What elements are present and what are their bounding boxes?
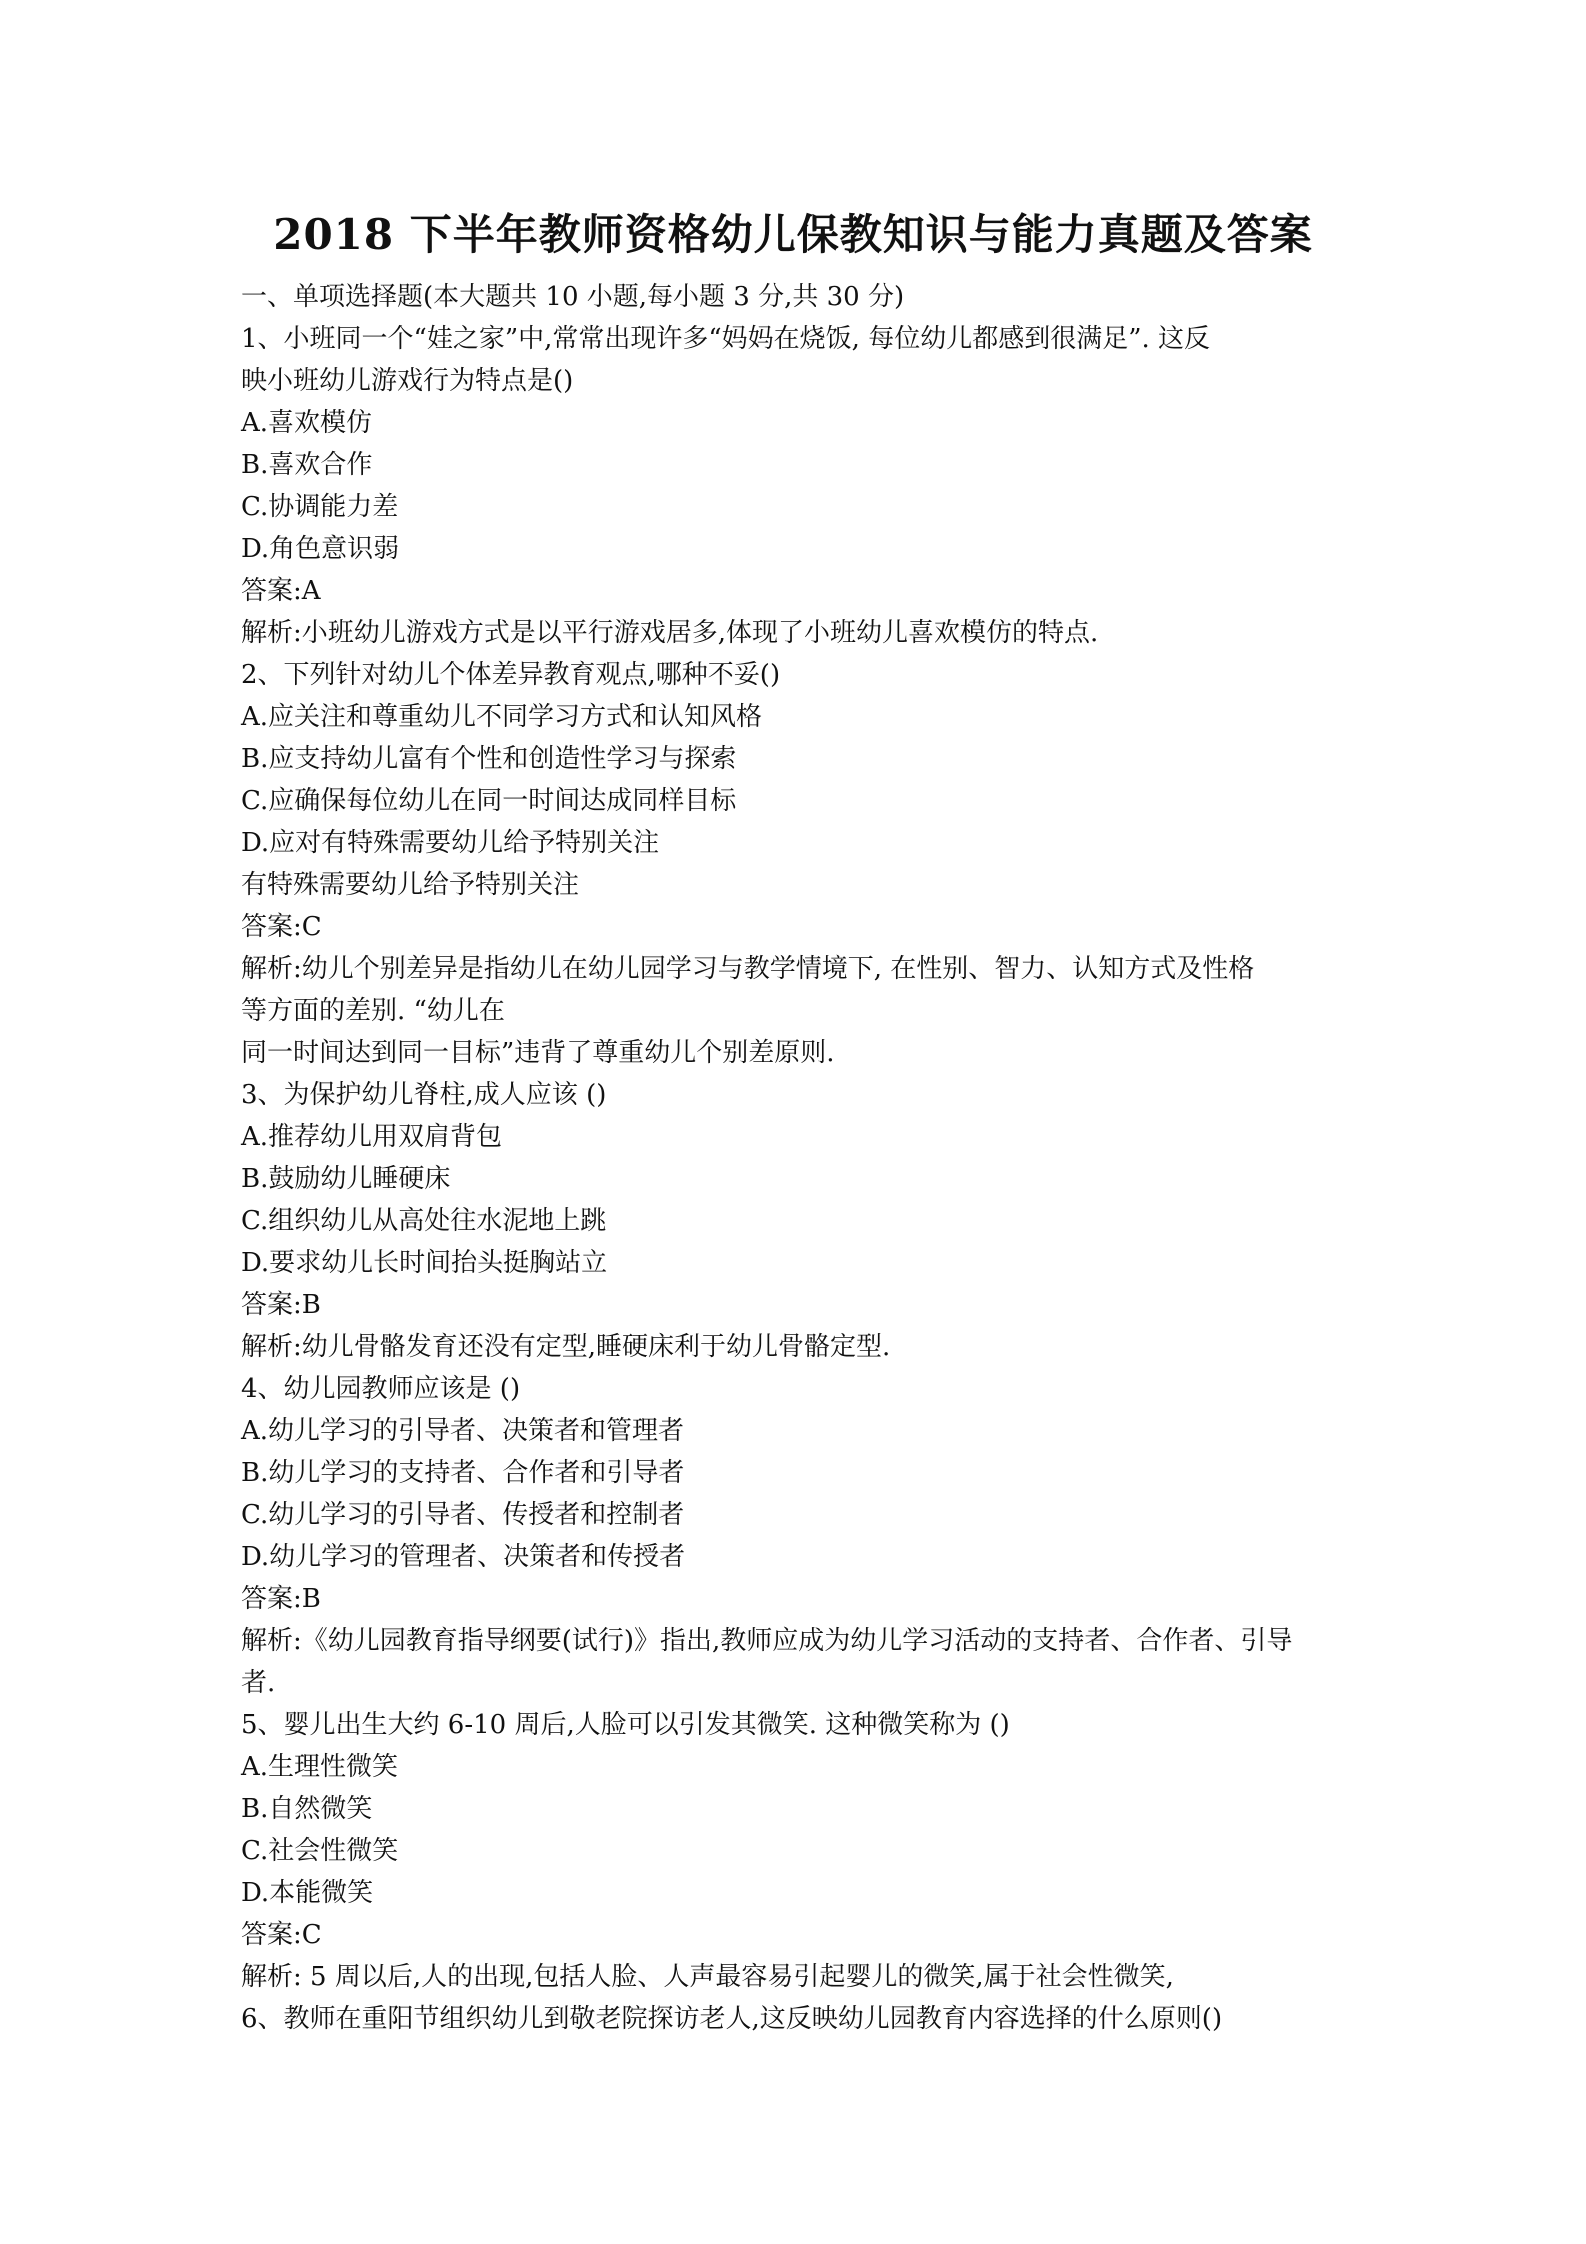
question-6-stem: 6、教师在重阳节组织幼儿到敬老院探访老人,这反映幼儿园教育内容选择的什么原则(): [241, 2004, 1223, 2034]
question-2-extra-line: 有特殊需要幼儿给予特别关注: [241, 870, 580, 900]
question-2-option-d: D.应对有特殊需要幼儿给予特别关注: [241, 828, 660, 858]
question-1-stem-cont: 映小班幼儿游戏行为特点是(): [241, 366, 574, 396]
question-1-analysis: 解析:小班幼儿游戏方式是以平行游戏居多,体现了小班幼儿喜欢模仿的特点.: [241, 618, 1099, 648]
question-5-option-d: D.本能微笑: [241, 1878, 374, 1908]
question-3-option-a: A.推荐幼儿用双肩背包: [241, 1122, 503, 1152]
question-1-option-c: C.协调能力差: [241, 492, 399, 522]
question-5-analysis: 解析: 5 周以后,人的出现,包括人脸、人声最容易引起婴儿的微笑,属于社会性微笑,: [241, 1962, 1174, 1992]
question-5-answer: 答案:C: [241, 1920, 322, 1950]
question-2-stem: 2、下列针对幼儿个体差异教育观点,哪种不妥(): [241, 660, 781, 690]
question-3-stem: 3、为保护幼儿脊柱,成人应该 (): [241, 1080, 607, 1110]
question-3-answer: 答案:B: [241, 1290, 321, 1320]
question-4-answer: 答案:B: [241, 1584, 321, 1614]
question-2-analysis-cont: 等方面的差别. “幼儿在: [241, 996, 505, 1026]
question-2-analysis-cont-2: 同一时间达到同一目标”违背了尊重幼儿个别差原则.: [241, 1038, 835, 1068]
question-4-analysis-cont: 者.: [241, 1668, 276, 1698]
question-2-analysis: 解析:幼儿个别差异是指幼儿在幼儿园学习与教学情境下, 在性别、智力、认知方式及性格: [241, 954, 1255, 984]
question-1-option-d: D.角色意识弱: [241, 534, 400, 564]
document-title: 2018 下半年教师资格幼儿保教知识与能力真题及答案: [273, 210, 1313, 259]
section-heading: 一、单项选择题(本大题共 10 小题,每小题 3 分,共 30 分): [241, 282, 905, 312]
question-3-analysis: 解析:幼儿骨骼发育还没有定型,睡硬床利于幼儿骨骼定型.: [241, 1332, 891, 1362]
question-4-analysis: 解析:《幼儿园教育指导纲要(试行)》指出,教师应成为幼儿学习活动的支持者、合作者、引导: [241, 1626, 1293, 1656]
question-2-answer: 答案:C: [241, 912, 322, 942]
question-1-answer: 答案:A: [241, 576, 321, 606]
question-4-option-c: C.幼儿学习的引导者、传授者和控制者: [241, 1500, 685, 1530]
question-2-option-c: C.应确保每位幼儿在同一时间达成同样目标: [241, 786, 737, 816]
question-3-option-c: C.组织幼儿从高处往水泥地上跳: [241, 1206, 607, 1236]
question-3-option-d: D.要求幼儿长时间抬头挺胸站立: [241, 1248, 608, 1278]
question-5-option-a: A.生理性微笑: [241, 1752, 399, 1782]
question-2-option-a: A.应关注和尊重幼儿不同学习方式和认知风格: [241, 702, 763, 732]
question-5-option-b: B.自然微笑: [241, 1794, 373, 1824]
question-3-option-b: B.鼓励幼儿睡硬床: [241, 1164, 451, 1194]
question-5-stem: 5、婴儿出生大约 6-10 周后,人脸可以引发其微笑. 这种微笑称为 (): [241, 1710, 1010, 1740]
question-1-option-b: B.喜欢合作: [241, 450, 373, 480]
question-5-option-c: C.社会性微笑: [241, 1836, 399, 1866]
question-1-stem: 1、小班同一个“娃之家”中,常常出现许多“妈妈在烧饭, 每位幼儿都感到很满足”. 这反: [241, 324, 1211, 354]
question-4-option-d: D.幼儿学习的管理者、决策者和传授者: [241, 1542, 686, 1572]
question-4-stem: 4、幼儿园教师应该是 (): [241, 1374, 521, 1404]
document-body: [241, 276, 1361, 2040]
question-1-option-a: A.喜欢模仿: [241, 408, 373, 438]
question-4-option-b: B.幼儿学习的支持者、合作者和引导者: [241, 1458, 685, 1488]
question-4-option-a: A.幼儿学习的引导者、决策者和管理者: [241, 1416, 685, 1446]
question-2-option-b: B.应支持幼儿富有个性和创造性学习与探索: [241, 744, 737, 774]
